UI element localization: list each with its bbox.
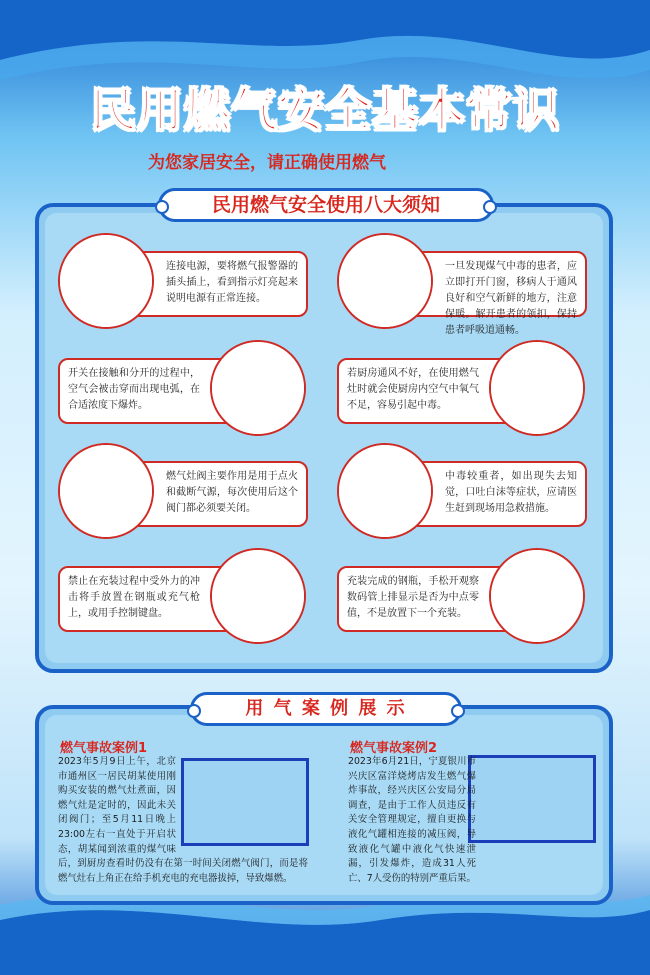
case-heading: 用 气 案 例 展 示	[245, 698, 407, 719]
tip-circle-fill	[339, 235, 431, 327]
case2-title: 燃气事故案例2	[350, 741, 438, 756]
case-heading-ribbon	[190, 692, 462, 726]
tip-text: 开关在接触和分开的过程中，空气会被击穿而出现电弧，在合适浓度下爆炸。	[68, 368, 200, 411]
tip-text: 连接电源，要将燃气报警器的插头插上，看到指示灯亮起来说明电源有正常连接。	[166, 261, 298, 304]
page-title: 民用燃气安全基本常识	[90, 83, 560, 137]
page-subtitle: 为您家居安全，请正确使用燃气	[148, 153, 386, 173]
tip-card-8	[337, 548, 587, 648]
tip-text: 若厨房通风不好，在使用燃气灶时就会使厨房内空气中氧气不足，容易引起中毒。	[347, 368, 479, 411]
tip-circle-fill	[60, 445, 152, 537]
tip-circle-fill	[212, 342, 304, 434]
tip-card-3	[58, 340, 308, 440]
tip-card-6	[337, 443, 587, 543]
tip-circle-fill	[339, 445, 431, 537]
tip-circle-fill	[212, 550, 304, 642]
case1-text	[58, 755, 308, 886]
ribbon-dot-left	[187, 704, 201, 718]
case2-text-content: 2023年6月21日，宁夏银川市兴庆区富洋烧烤店发生燃气爆炸事故，经兴庆区公安局分局调查，是由于工作人员违反有关安全管理规定，擅自更换与液化气罐相连接的减压阀，导致液化气罐中液化气快速泄漏，引发爆炸，造成31人死亡、7人受伤的特别严重后果。	[348, 756, 476, 884]
tip-circle-fill	[491, 342, 583, 434]
tip-card-7	[58, 548, 308, 648]
safety-tips-heading-ribbon	[158, 188, 494, 222]
tip-card-5	[58, 443, 308, 543]
ribbon-dot-right	[483, 200, 497, 214]
tip-card-1	[58, 233, 308, 333]
tip-circle-fill	[491, 550, 583, 642]
tip-text: 燃气灶阀主要作用是用于点火和截断气源，每次使用后这个阀门都必须要关闭。	[166, 471, 298, 514]
case1-title: 燃气事故案例1	[60, 741, 148, 756]
tip-text: 禁止在充装过程中受外力的冲击将手放置在钢瓶或充气枪上，或用手控制键盘。	[68, 576, 200, 619]
tip-circle-fill	[60, 235, 152, 327]
tip-text: 一旦发现煤气中毒的患者，应立即打开门窗，移病人于通风良好和空气新鲜的地方，注意保暖。解开患者的领扣，保持患者呼吸道通畅。	[445, 261, 577, 336]
tip-card-2	[337, 233, 587, 336]
safety-tips-heading: 民用燃气安全使用八大须知	[211, 194, 440, 216]
case2-text	[348, 755, 598, 886]
ribbon-dot-right	[451, 704, 465, 718]
case1-text-content: 2023年5月9日上午，北京市通州区一居民胡某使用刚购买安装的燃气灶煮面，因燃气灶是定时的，因此未关闭阀门；至5月11日晚上23:00左右一直处于开启状态，胡某闻到浓重的煤气味后，到厨房查看时仍没有在第一时间关闭燃气阀门，而是将燃气灶右上角正在给手机充电的充电器拔掉，导致爆燃。	[58, 756, 308, 884]
tip-text: 充装完成的钢瓶，手松开观察数码管上排显示是否为中点零值，不是放置下一个充装。	[347, 576, 479, 619]
tip-card-4	[337, 340, 587, 440]
ribbon-dot-left	[155, 200, 169, 214]
tip-text: 中毒较重者，如出现失去知觉，口吐白沫等症状，应请医生赶到现场用急救措施。	[445, 471, 577, 514]
